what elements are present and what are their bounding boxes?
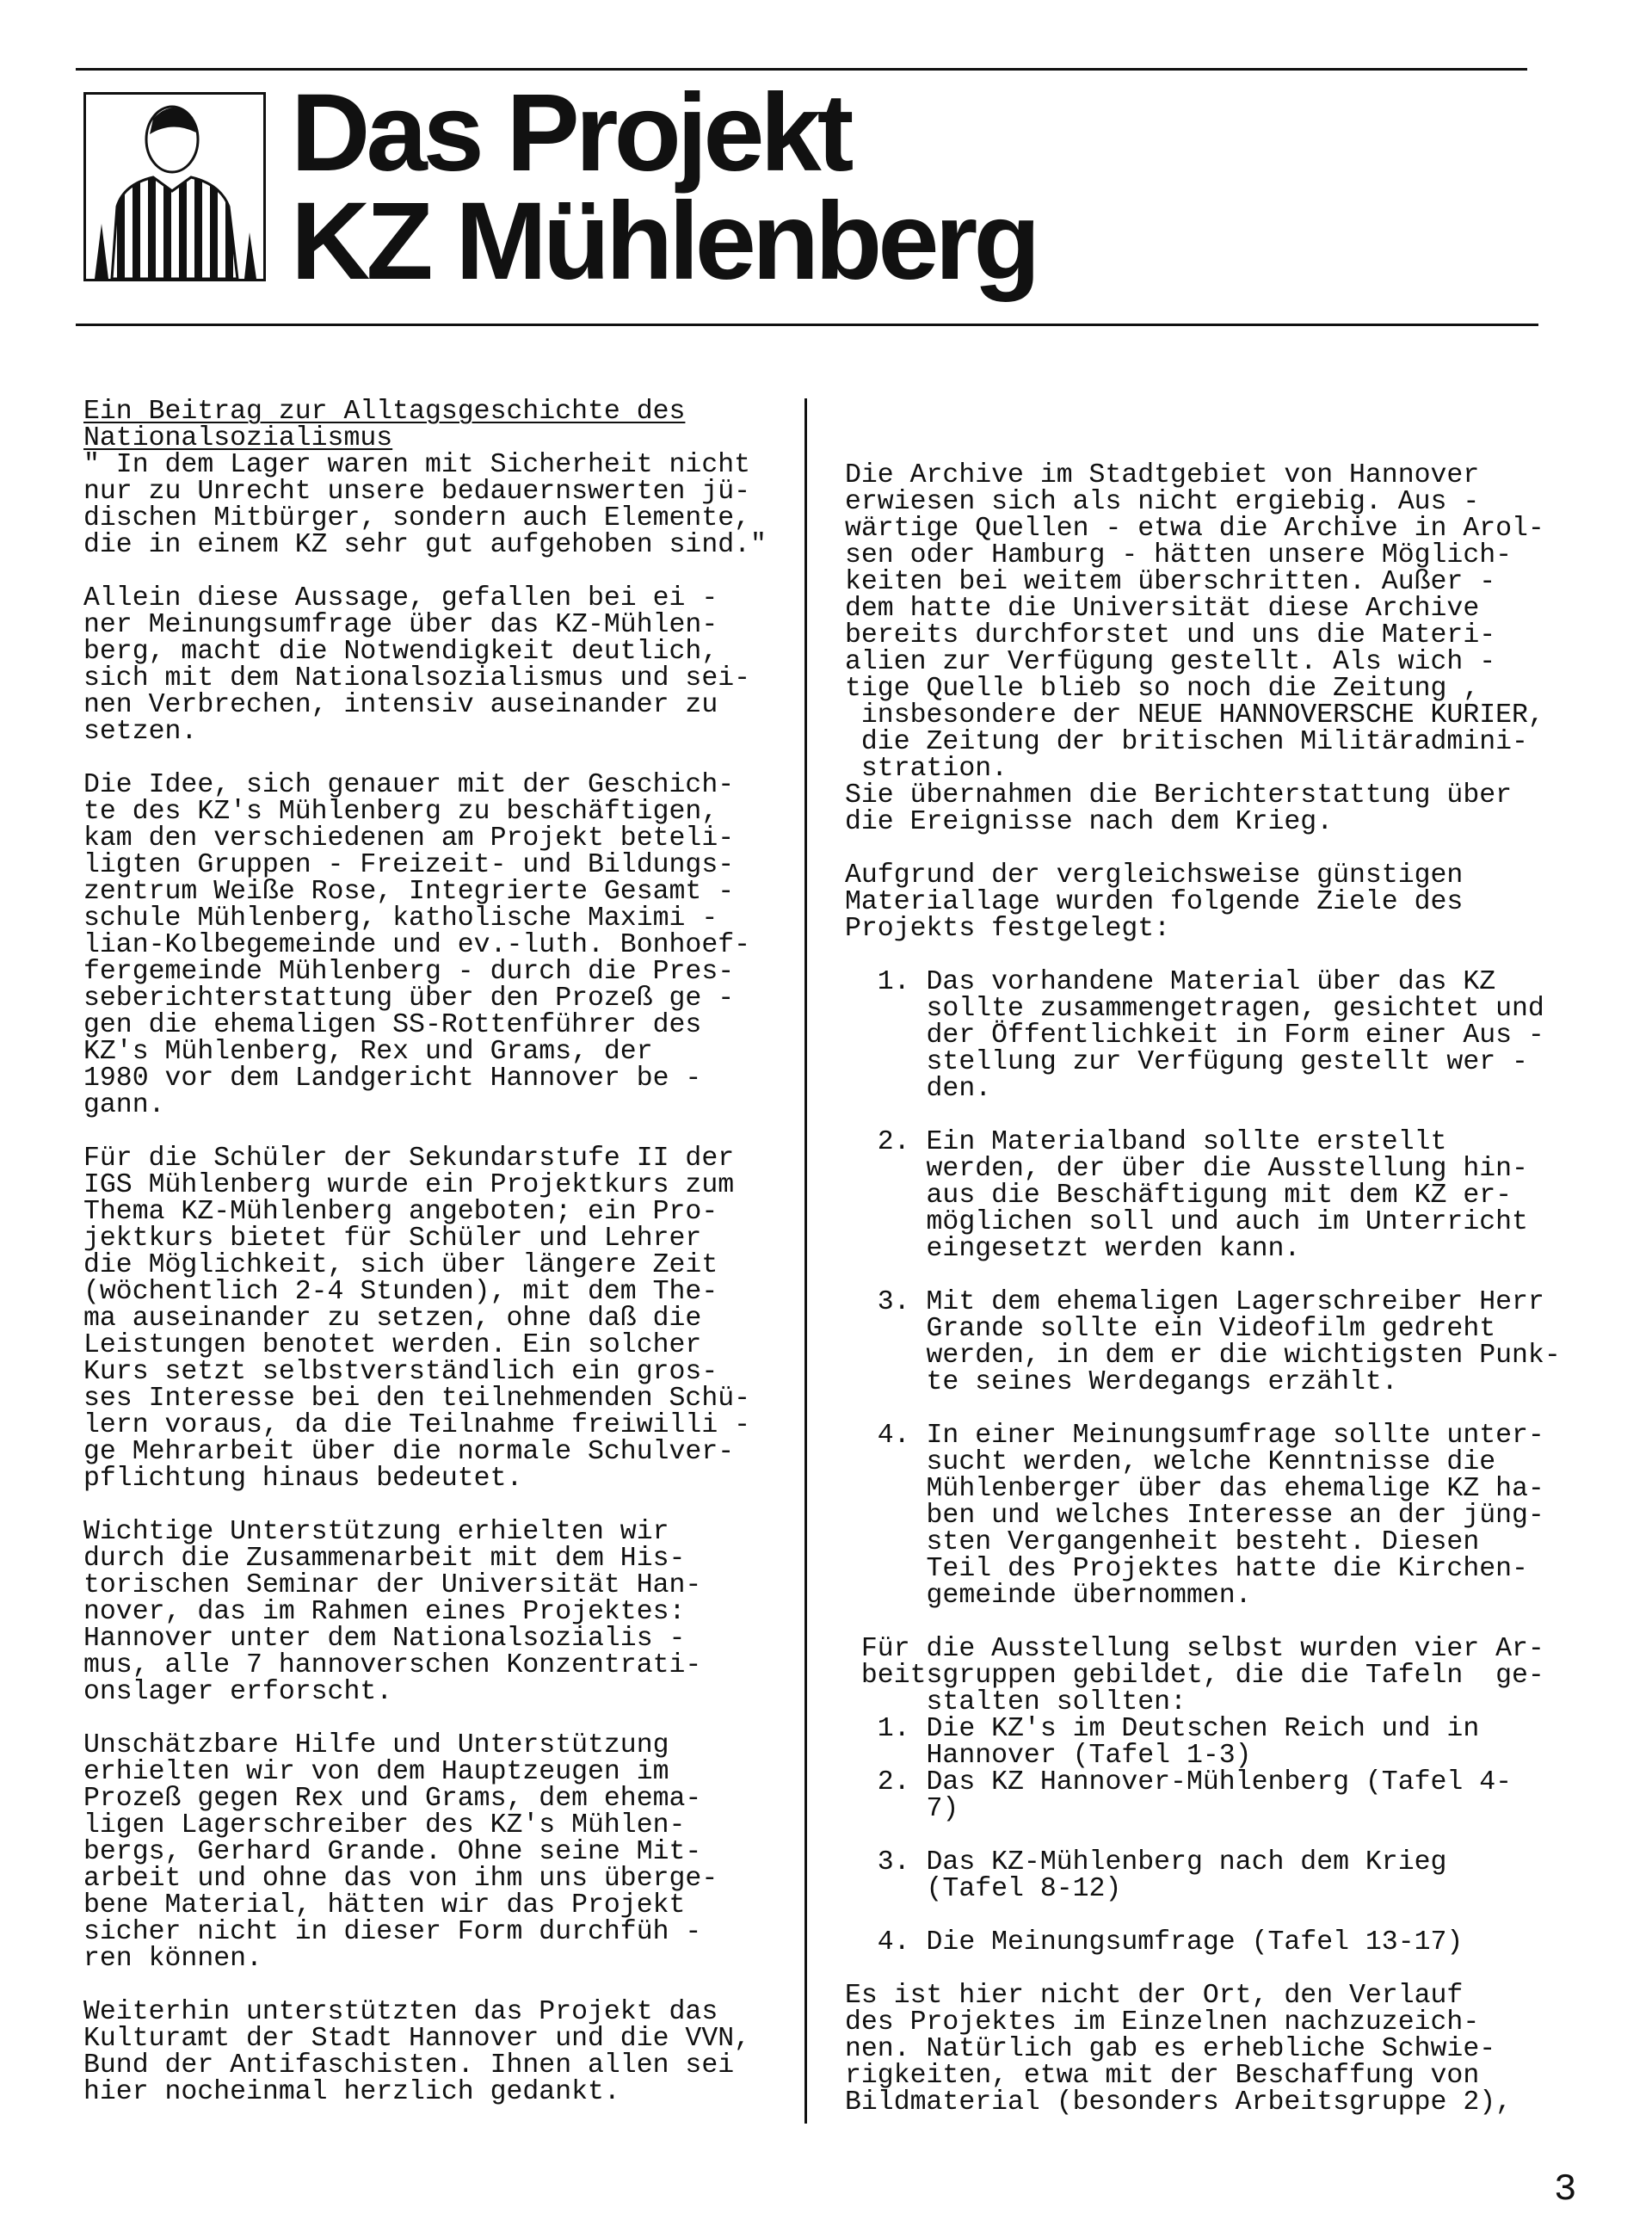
body-text-line: kam den verschiedenen am Projekt beteli- xyxy=(83,823,735,854)
body-text-line: aus die Beschäftigung mit dem KZ er- xyxy=(845,1181,1513,1211)
body-text-line: Projekts festgelegt: xyxy=(845,914,1171,944)
body-text-line: die Ereignisse nach dem Krieg. xyxy=(845,807,1334,837)
body-text-line: ligten Gruppen - Freizeit- und Bildungs- xyxy=(83,850,735,880)
body-text-line: Teil des Projektes hatte die Kirchen- xyxy=(845,1554,1528,1584)
body-text-line: torischen Seminar der Universität Han- xyxy=(83,1570,702,1600)
body-text-line: bereits durchforstet und uns die Materi- xyxy=(845,620,1496,650)
paragraph-gap xyxy=(845,1262,1568,1289)
body-text-line: dischen Mitbürger, sondern auch Elemente, xyxy=(83,503,751,533)
body-text-line: keiten bei weitem überschritten. Außer - xyxy=(845,567,1496,597)
body-text-line: ben und welches Interesse an der jüng- xyxy=(845,1501,1544,1531)
body-text-line: des Projektes im Einzelnen nachzuzeich- xyxy=(845,2007,1480,2038)
body-text-line: schule Mühlenberg, katholische Maximi - xyxy=(83,903,718,934)
body-text-line: ligen Lagerschreiber des KZ's Mühlen- xyxy=(83,1810,686,1840)
body-text-line: durch die Zusammenarbeit mit dem His- xyxy=(83,1544,686,1574)
body-text-line: werden, der über die Ausstellung hin- xyxy=(845,1154,1528,1184)
section-heading-line: Ein Beitrag zur Alltagsgeschichte des xyxy=(83,397,686,427)
left-column xyxy=(83,398,789,2105)
body-text-line: alien zur Verfügung gestellt. Als wich - xyxy=(845,647,1496,677)
body-text-line: Kulturamt der Stadt Hannover und die VVN, xyxy=(83,2024,751,2054)
body-text-line: setzen. xyxy=(83,717,198,747)
body-text-line: seberichterstattung über den Prozeß ge - xyxy=(83,983,735,1014)
body-text-line: Hannover (Tafel 1-3) xyxy=(845,1741,1252,1771)
body-text-line: ren können. xyxy=(83,1944,262,1974)
body-text-line: arbeit und ohne das von ihm uns überge- xyxy=(83,1864,718,1894)
body-text-line: Weiterhin unterstützten das Projekt das xyxy=(83,1997,718,2027)
paragraph-gap xyxy=(83,1119,789,1145)
body-text-line: Kurs setzt selbstverständlich ein gros- xyxy=(83,1357,718,1387)
body-text-line: nover, das im Rahmen eines Projektes: xyxy=(83,1597,686,1627)
title-line-1: Das Projekt xyxy=(291,71,850,194)
body-text-line: ge Mehrarbeit über die normale Schulver- xyxy=(83,1437,735,1467)
body-text-line: te des KZ's Mühlenberg zu beschäftigen, xyxy=(83,797,718,827)
body-text-line: die Möglichkeit, sich über längere Zeit xyxy=(83,1250,718,1280)
body-text-line: berg, macht die Notwendigkeit deutlich, xyxy=(83,637,718,667)
body-text-line: den. xyxy=(845,1074,992,1104)
body-text-line: möglichen soll und auch im Unterricht xyxy=(845,1207,1528,1237)
body-text-line: Leistungen benotet werden. Ein solcher xyxy=(83,1330,702,1360)
body-text-line: Aufgrund der vergleichsweise günstigen xyxy=(845,860,1464,891)
body-text-line: nur zu Unrecht unsere bedauernswerten jü- xyxy=(83,477,751,507)
body-text-line: sucht werden, welche Kenntnisse die xyxy=(845,1447,1496,1477)
top-rule xyxy=(76,68,1527,71)
body-text-line: lern voraus, da die Teilnahme freiwilli - xyxy=(83,1410,751,1440)
paragraph-gap xyxy=(845,942,1568,969)
body-text-line: stration. xyxy=(845,754,1008,784)
body-text-line: Unschätzbare Hilfe und Unterstützung xyxy=(83,1730,669,1760)
body-text-line: dem hatte die Universität diese Archive xyxy=(845,594,1480,624)
paragraph-gap xyxy=(845,1822,1568,1849)
paragraph-gap xyxy=(845,1609,1568,1636)
body-text-line: eingesetzt werden kann. xyxy=(845,1234,1301,1264)
body-text-line: werden, in dem er die wichtigsten Punk- xyxy=(845,1341,1561,1371)
body-text-line: insbesondere der NEUE HANNOVERSCHE KURIER, xyxy=(845,700,1544,731)
body-text-line: fergemeinde Mühlenberg - durch die Pres- xyxy=(83,957,735,987)
body-text-line: gen die ehemaligen SS-Rottenführer des xyxy=(83,1010,702,1040)
title-line-2: KZ Mühlenberg xyxy=(291,180,1037,303)
body-text-line: jektkurs bietet für Schüler und Lehrer xyxy=(83,1224,702,1254)
body-text-line: " In dem Lager waren mit Sicherheit nicht xyxy=(83,450,751,480)
body-text-line: Materiallage wurden folgende Ziele des xyxy=(845,887,1464,917)
body-text-line: 1. Die KZ's im Deutschen Reich und in xyxy=(845,1714,1480,1744)
page-title xyxy=(291,71,1037,303)
body-text-line: Bildmaterial (besonders Arbeitsgruppe 2), xyxy=(845,2087,1513,2118)
body-text-line: stalten sollten: xyxy=(845,1687,1187,1717)
body-text-line: Für die Ausstellung selbst wurden vier Ar- xyxy=(845,1634,1544,1664)
body-text-line: Für die Schüler der Sekundarstufe II der xyxy=(83,1144,735,1174)
body-text-line: ner Meinungsumfrage über das KZ-Mühlen- xyxy=(83,610,718,640)
body-text-line: die in einem KZ sehr gut aufgehoben sind." xyxy=(83,530,767,560)
body-text-line: der Öffentlichkeit in Form einer Aus - xyxy=(845,1020,1544,1051)
column-divider xyxy=(804,398,807,2124)
body-text-line: 7) xyxy=(845,1794,959,1824)
right-column xyxy=(845,462,1568,2116)
body-text-line: Bund der Antifaschisten. Ihnen allen sei xyxy=(83,2050,735,2081)
body-text-line: Die Archive im Stadtgebiet von Hannover xyxy=(845,460,1480,490)
body-text-line: mus, alle 7 hannoverschen Konzentrati- xyxy=(83,1650,702,1680)
body-text-line: erhielten wir von dem Hauptzeugen im xyxy=(83,1757,669,1787)
body-text-line: Hannover unter dem Nationalsozialis - xyxy=(83,1624,686,1654)
body-text-line: Es ist hier nicht der Ort, den Verlauf xyxy=(845,1981,1464,2011)
body-text-line: bergs, Gerhard Grande. Ohne seine Mit- xyxy=(83,1837,702,1867)
body-text-line: zentrum Weiße Rose, Integrierte Gesamt - xyxy=(83,877,735,907)
body-text-line: wärtige Quellen - etwa die Archive in Arol- xyxy=(845,514,1544,544)
paragraph-gap xyxy=(83,745,789,772)
paragraph-gap xyxy=(83,1972,789,1999)
body-text-line: rigkeiten, etwa mit der Beschaffung von xyxy=(845,2061,1480,2091)
body-text-line: 2. Ein Materialband sollte erstellt xyxy=(845,1127,1447,1157)
paragraph-gap xyxy=(845,1102,1568,1129)
body-text-line: 1. Das vorhandene Material über das KZ xyxy=(845,967,1496,997)
body-text-line: nen Verbrechen, intensiv auseinander zu xyxy=(83,690,718,720)
body-text-line: sten Vergangenheit besteht. Diesen xyxy=(845,1527,1480,1557)
body-text-line: pflichtung hinaus bedeutet. xyxy=(83,1464,523,1494)
body-text-line: 2. Das KZ Hannover-Mühlenberg (Tafel 4- xyxy=(845,1767,1513,1797)
body-text-line: ma auseinander zu setzen, ohne daß die xyxy=(83,1304,702,1334)
section-heading-line: Nationalsozialismus xyxy=(83,423,393,453)
paragraph-gap xyxy=(845,1396,1568,1422)
body-text-line: die Zeitung der britischen Militäradmini- xyxy=(845,727,1528,757)
body-text-line: Thema KZ-Mühlenberg angeboten; ein Pro- xyxy=(83,1197,718,1227)
body-text-line: Prozeß gegen Rex und Grams, dem ehema- xyxy=(83,1784,702,1814)
paragraph-gap xyxy=(83,558,789,585)
body-text-line: sicher nicht in dieser Form durchfüh - xyxy=(83,1917,702,1947)
body-text-line: IGS Mühlenberg wurde ein Projektkurs zum xyxy=(83,1170,735,1200)
prisoner-figure-logo xyxy=(83,92,266,281)
body-text-line: 4. Die Meinungsumfrage (Tafel 13-17) xyxy=(845,1927,1464,1957)
body-text-line: (wöchentlich 2-4 Stunden), mit dem The- xyxy=(83,1277,718,1307)
body-text-line: 4. In einer Meinungsumfrage sollte unter- xyxy=(845,1421,1544,1451)
body-text-line: erwiesen sich als nicht ergiebig. Aus - xyxy=(845,487,1480,517)
body-text-line: sollte zusammengetragen, gesichtet und xyxy=(845,994,1544,1024)
prisoner-silhouette-icon xyxy=(86,95,263,279)
body-text-line: nen. Natürlich gab es erhebliche Schwie- xyxy=(845,2034,1496,2064)
body-text-line: bene Material, hätten wir das Projekt xyxy=(83,1890,686,1920)
body-text-line: gann. xyxy=(83,1090,165,1120)
body-text-line: 3. Das KZ-Mühlenberg nach dem Krieg xyxy=(845,1847,1447,1877)
body-text-line: gemeinde übernommen. xyxy=(845,1581,1252,1611)
body-text-line: tige Quelle blieb so noch die Zeitung , xyxy=(845,674,1480,704)
body-text-line: Die Idee, sich genauer mit der Geschich- xyxy=(83,770,735,800)
paragraph-gap xyxy=(845,1902,1568,1929)
body-text-line: 1980 vor dem Landgericht Hannover be - xyxy=(83,1064,702,1094)
body-text-line: onslager erforscht. xyxy=(83,1677,393,1707)
header-bottom-rule xyxy=(76,324,1538,326)
page-number: 3 xyxy=(1554,2168,1577,2211)
body-text-line: 3. Mit dem ehemaligen Lagerschreiber Herr xyxy=(845,1287,1544,1317)
body-text-line: Wichtige Unterstützung erhielten wir xyxy=(83,1517,669,1547)
body-text-line: Sie übernahmen die Berichterstattung über xyxy=(845,780,1513,811)
paragraph-gap xyxy=(845,835,1568,862)
body-text-line: Grande sollte ein Videofilm gedreht xyxy=(845,1314,1496,1344)
body-text-line: Mühlenberger über das ehemalige KZ ha- xyxy=(845,1474,1544,1504)
body-text-line: sich mit dem Nationalsozialismus und sei- xyxy=(83,663,751,694)
body-text-line: sen oder Hamburg - hätten unsere Möglich- xyxy=(845,540,1513,570)
body-text-line: KZ's Mühlenberg, Rex und Grams, der xyxy=(83,1037,653,1067)
body-text-line: hier nocheinmal herzlich gedankt. xyxy=(83,2077,620,2107)
body-text-line: te seines Werdegangs erzählt. xyxy=(845,1367,1398,1397)
paragraph-gap xyxy=(83,1705,789,1732)
body-text-line: (Tafel 8-12) xyxy=(845,1874,1122,1904)
body-text-line: beitsgruppen gebildet, die die Tafeln ge- xyxy=(845,1661,1544,1691)
body-text-line: lian-Kolbegemeinde und ev.-luth. Bonhoef- xyxy=(83,930,751,960)
body-text-line: ses Interesse bei den teilnehmenden Schü- xyxy=(83,1384,751,1414)
body-text-line: Allein diese Aussage, gefallen bei ei - xyxy=(83,583,718,613)
paragraph-gap xyxy=(83,1492,789,1519)
paragraph-gap xyxy=(845,1956,1568,1982)
body-text-line: stellung zur Verfügung gestellt wer - xyxy=(845,1047,1528,1077)
